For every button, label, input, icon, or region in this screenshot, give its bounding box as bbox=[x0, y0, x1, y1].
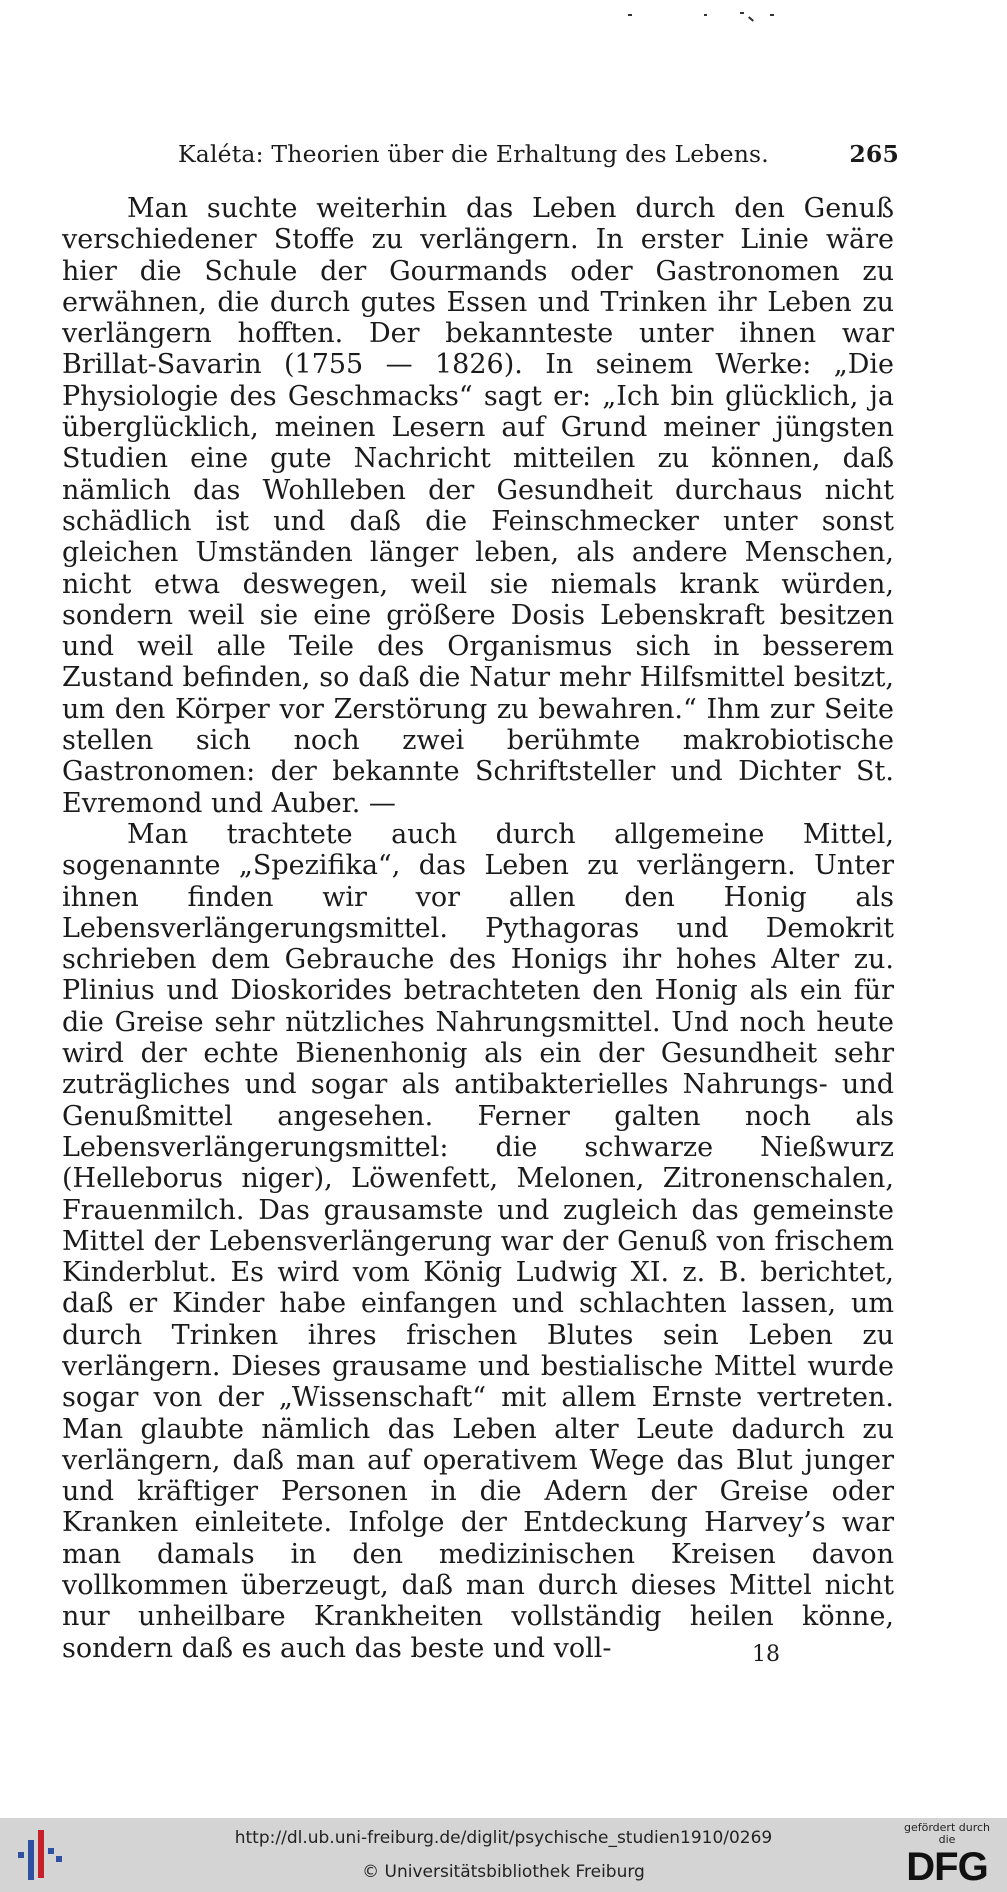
source-url[interactable]: http://dl.ub.uni-freiburg.de/diglit/psychische_studien1910/0269 bbox=[234, 1828, 773, 1848]
page-number: 265 bbox=[849, 140, 899, 168]
footer-bar bbox=[0, 1818, 1007, 1892]
copyright-text: © Universitätsbibliothek Freiburg bbox=[362, 1862, 645, 1882]
signature-mark: 18 bbox=[752, 1642, 780, 1667]
body-text bbox=[62, 193, 894, 1664]
running-title: Kaléta: Theorien über die Erhaltung des Lebens. bbox=[178, 140, 769, 168]
paragraph: Man trachtete auch durch allgemeine Mittel, sogenannte „Spezifika“, das Leben zu verlängern. Unter ihnen finden wir vor allen den Honig als Lebensverlängerungsmittel. Pythagoras und Demokrit schrieben dem Gebrauche des Honigs ihr hohes Alter zu. Plinius und Dioskorides betrachteten den Honig als ein für die Greise sehr nützliches Nahrungsmittel. Und noch heute wird der echte Bienenhonig als ein der Gesundheit sehr zuträgliches und sogar als antibakterielles Nahrungs- und Genußmittel angesehen. Ferner galten noch als Lebensverlängerungsmittel: die schwarze Nießwurz (Helleborus niger), Löwenfett, Melonen, Zitronenschalen, Frauenmilch. Das grausamste und zugleich das gemeinste Mittel der Lebensverlängerung war der Genuß von frischem Kinderblut. Es wird vom König Ludwig XI. z. B. berichtet, daß er Kinder habe einfangen und schlachten lassen, um durch Trinken ihres frischen Blutes sein Leben zu verlängern. Dieses grausame und bestialische Mittel wurde sogar von der „Wissenschaft“ mit allem Ernste vertreten. Man glaubte nämlich das Leben alter Leute dadurch zu verlängern, daß man auf operativem Wege das Blut junger und kräftiger Personen in die Adern der Greise oder Kranken einleitete. Infolge der Entdeckung Harvey’s war man damals in den medizinischen Kreisen davon vollkommen überzeugt, daß man durch dieses Mittel nicht nur unheilbare Krankheiten vollständig heilen könne, sondern daß es auch das beste und voll- bbox=[62, 818, 894, 1664]
scan-specks bbox=[620, 8, 780, 32]
paragraph: Man suchte weiterhin das Leben durch den Genuß verschiedener Stoffe zu verlängern. In erster Linie wäre hier die Schule der Gourmands oder Gastronomen zu erwähnen, die durch gutes Essen und Trinken ihr Leben zu verlängern hofften. Der bekannteste unter ihnen war Brillat-Savarin (1755 — 1826). In seinem Werke: „Die Physiologie des Geschmacks“ sagt er: „Ich bin glücklich, ja überglücklich, meinen Lesern auf Grund meiner jüngsten Studien eine gute Nachricht mitteilen zu können, daß nämlich das Wohlleben der Gesundheit durchaus nicht schädlich ist und daß die Feinschmecker unter sonst gleichen Umständen länger leben, als andere Menschen, nicht etwa deswegen, weil sie niemals krank würden, sondern weil sie eine größere Dosis Lebenskraft besitzen und weil alle Teile des Organismus sich in besserem Zustand befinden, so daß die Natur mehr Hilfsmittel besitzt, um den Körper vor Zerstörung zu bewahren.“ Ihm zur Seite stellen sich noch zwei berühmte makrobiotische Gastronomen: der bekannte Schriftsteller und Dichter St. Evremond und Auber. — bbox=[62, 193, 894, 819]
dfg-logo bbox=[899, 1822, 995, 1888]
dfg-mark: DFG bbox=[906, 1845, 988, 1889]
dfg-caption: gefördert durch die bbox=[903, 1821, 991, 1846]
